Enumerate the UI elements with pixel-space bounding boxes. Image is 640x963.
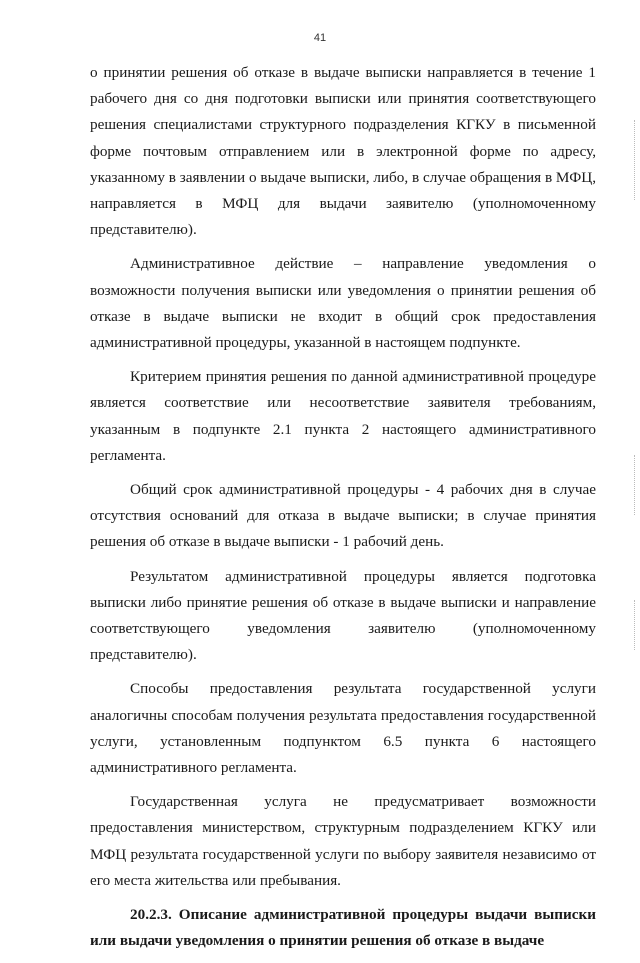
paragraph-total-term: Общий срок административной процедуры - 4 рабочих дня в случае отсутствия оснований для отказа в выдаче выписки; в случае принятия решения об отказе в выдаче выписки - 1 рабочий день. — [90, 481, 596, 551]
scan-margin-mark — [634, 120, 636, 200]
paragraph-decision-criterion: Критерием принятия решения по данной административной процедуре является соответствие или несоответствие заявителя требованиям, указанным в подпункте 2.1 пункта 2 настоящего административного регламента. — [90, 368, 596, 464]
paragraph-extraterritorial: Государственная услуга не предусматривает возможности предоставления министерством, структурным подразделением КГКУ или МФЦ результата государственной услуги по выбору заявителя независимо от его места жительства или пребывания. — [90, 793, 596, 889]
section-heading: 20.2.3. Описание административной процедуры выдачи выписки или выдачи уведомления о принятии решения об отказе в выдаче — [90, 906, 596, 950]
scan-margin-mark — [634, 455, 636, 515]
paragraph-administrative-action: Административное действие – направление уведомления о возможности получения выписки или уведомления о принятии решения об отказе в выдаче выписки не входит в общий срок предоставления административной процедуры, указанной в настоящем подпункте. — [90, 255, 596, 352]
paragraph-continuation: о принятии решения об отказе в выдаче выписки направляется в течение 1 рабочего дня со дня подготовки выписки или принятия соответствующего решения специалистами структурного подразделения КГКУ в письменной форме почтовым отправлением или в электронной форме по адресу, указанному в заявлении о выдаче выписки, либо, в случае обращения в МФЦ, направляется в МФЦ для выдачи заявителю (уполномоченному представителю). — [90, 64, 596, 239]
scan-margin-mark — [634, 600, 636, 650]
page-number: 41 — [313, 32, 327, 44]
paragraph-procedure-result: Результатом административной процедуры является подготовка выписки либо принятие решения об отказе в выдаче выписки и направление соответствующего уведомления заявителю (уполномоченному представителю). — [90, 567, 596, 664]
document-body — [90, 60, 596, 963]
paragraph-result-methods: Способы предоставления результата государственной услуги аналогичны способам получения результата предоставления государственной услуги, установленным подпунктом 6.5 пункта 6 настоящего административного регламента. — [90, 680, 596, 777]
